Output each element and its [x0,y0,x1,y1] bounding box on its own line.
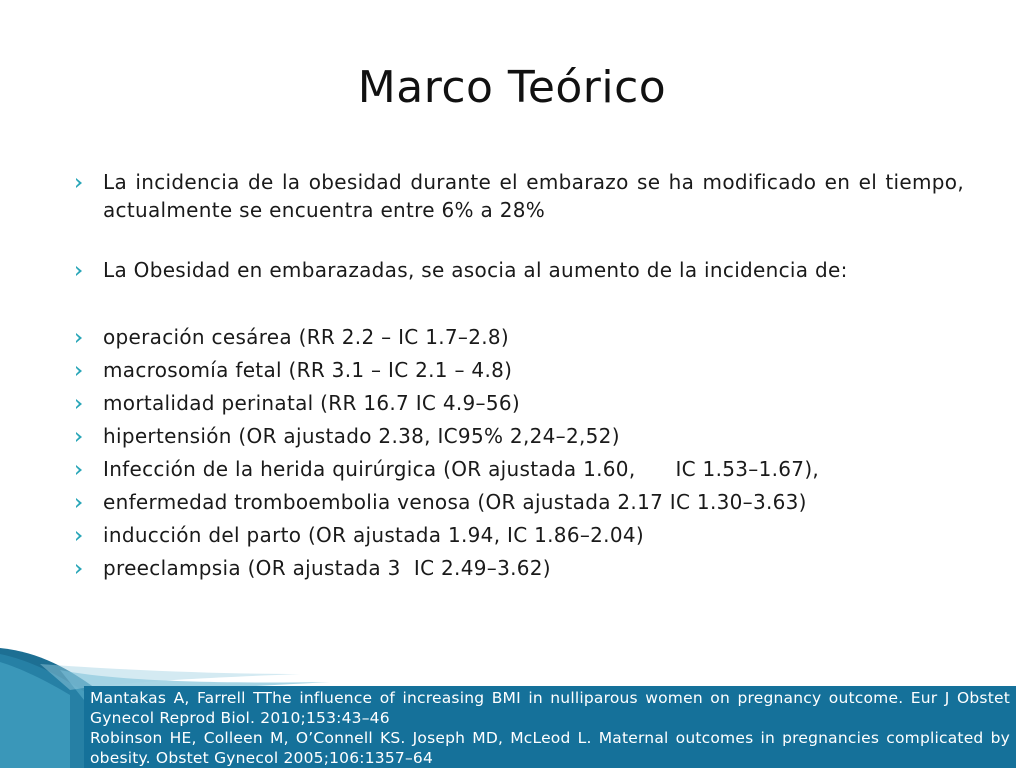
arrow-bullet-icon [76,266,82,276]
bullet-item [70,486,964,519]
reference-1-author-highlight: Farrell T [196,689,263,707]
arrow-bullet-icon [76,366,82,376]
arrow-bullet-icon [76,178,82,188]
bullet-text: operación cesárea (RR 2.2 – IC 1.7–2.8) [103,325,510,349]
bullet-item [70,168,964,224]
bullet-text: La Obesidad en embarazadas, se asocia al aumento de la incidencia de: [103,258,848,282]
arrow-bullet-icon [76,399,82,409]
arrow-bullet-icon [76,465,82,475]
bullet-text: La incidencia de la obesidad durante el embarazo se ha modificado en el tiempo, actualmente se encuentra entre 6% a 28% [103,170,964,222]
bullet-item [70,387,964,420]
bullet-text: inducción del parto (OR ajustada 1.94, IC 1.86–2.04) [103,523,644,547]
reference-2: Robinson HE, Colleen M, O’Connell KS. Joseph MD, McLeod L. Maternal outcomes in pregnancies complicated by obesity. Obstet Gynecol 2005;106:1357–64 [90,729,1010,767]
bullet-item [70,552,964,585]
arrow-bullet-icon [76,333,82,343]
bullet-text: hipertensión (OR ajustado 2.38, IC95% 2,24–2,52) [103,424,620,448]
bullet-text: Infección de la herida quirúrgica (OR ajustada 1.60, IC 1.53–1.67), [103,457,820,481]
bullet-item [70,354,964,387]
arrow-bullet-icon [76,498,82,508]
bullet-text: preeclampsia (OR ajustada 3 IC 2.49–3.62) [103,556,551,580]
bullet-item [70,420,964,453]
bullet-list [70,168,964,585]
reference-1-text: The influence of increasing BMI in nulliparous women on pregnancy outcome. Eur J Obstet Gynecol Reprod Biol. 2010;153:43–46 [90,689,1010,727]
bullet-text: macrosomía fetal (RR 3.1 – IC 2.1 – 4.8) [103,358,513,382]
slide-title: Marco Teórico [357,62,667,113]
references-box [84,686,1016,768]
bullet-text: enfermedad tromboembolia venosa (OR ajustada 2.17 IC 1.30–3.63) [103,490,807,514]
bullet-item [70,519,964,552]
bullet-item [70,256,964,284]
bullet-text: mortalidad perinatal (RR 16.7 IC 4.9–56) [103,391,520,415]
arrow-bullet-icon [76,531,82,541]
bullet-item [70,453,964,486]
reference-1-author: Mantakas A, [90,689,197,707]
reference-1 [90,688,1010,728]
bullet-item [70,321,964,354]
arrow-bullet-icon [76,432,82,442]
arrow-bullet-icon [76,564,82,574]
